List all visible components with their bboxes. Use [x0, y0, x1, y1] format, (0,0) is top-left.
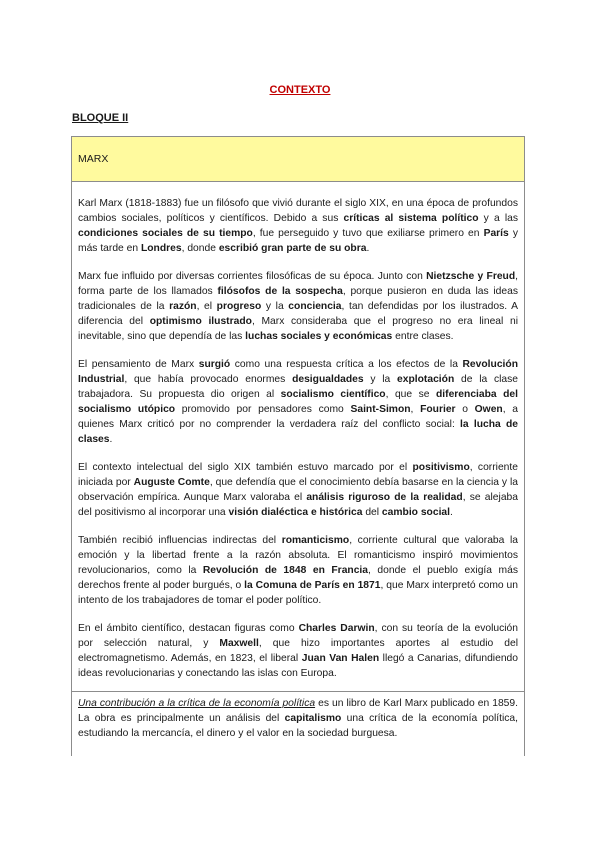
- bold-term: desigualdades: [292, 374, 364, 385]
- text-run: una crítica de la economía política, estudiando la mercancía, el dinero y el valor en la sociedad burguesa.: [78, 713, 518, 739]
- text-run: ,: [410, 404, 421, 415]
- bold-term: análisis riguroso de la realidad: [306, 492, 463, 503]
- text-run: , con su teoría de la evolución por selección natural, y: [78, 623, 518, 649]
- text-run: , que Marx interpretó como un intento de los trabajadores de tomar el poder político.: [78, 580, 518, 606]
- bold-term: Charles Darwin: [298, 623, 375, 634]
- bold-term: progreso: [216, 301, 262, 312]
- bold-term: conciencia: [288, 301, 342, 312]
- page-title: CONTEXTO: [269, 84, 331, 96]
- text-run: y a las: [478, 213, 518, 224]
- table-tail-cell: [72, 692, 524, 756]
- bold-term: diferenciaba del socialismo utópico: [78, 389, 519, 415]
- bold-term: la lucha de clases: [78, 419, 518, 445]
- table-header-cell: [72, 137, 524, 182]
- text-run: Marx fue influido por diversas corrientes filosóficas de su época. Junto con: [78, 271, 427, 282]
- paragraph: [78, 460, 518, 520]
- bold-term: París: [483, 228, 509, 239]
- context-table: [71, 136, 525, 756]
- text-run: llegó a Canarias, difundiendo ideas revolucionarias y conectando las islas con Europa.: [78, 653, 518, 679]
- table-header-label: MARX: [78, 153, 109, 165]
- bold-term: Auguste Comte: [133, 477, 210, 488]
- bold-term: Londres: [140, 243, 182, 254]
- bold-term: cambio social: [381, 507, 451, 518]
- text-run: promovido por pensadores como: [175, 404, 351, 415]
- bold-term: romanticismo: [281, 535, 350, 546]
- text-run: , que se: [385, 389, 436, 400]
- bold-term: razón: [169, 301, 197, 312]
- text-run: El contexto intelectual del siglo XIX también estuvo marcado por el: [78, 462, 413, 473]
- bold-term: explotación: [397, 374, 455, 385]
- bold-term: visión dialéctica e histórica: [228, 507, 363, 518]
- text-run: es un libro de Karl Marx publicado en 1859. La obra es principalmente un análisis del: [78, 698, 518, 724]
- text-run: entre clases.: [392, 331, 454, 342]
- text-run: , forma parte de los llamados: [78, 271, 519, 297]
- text-run: , a quienes Marx criticó por no comprender la verdadera raíz del conflicto social:: [78, 404, 518, 430]
- bold-term: Juan Van Halen: [301, 653, 380, 664]
- text-run: , tan defendidas por los ilustrados. A diferencia del: [78, 301, 519, 327]
- text-run: .: [109, 434, 113, 445]
- bold-term: surgió: [198, 359, 231, 370]
- bold-term: Owen: [474, 404, 503, 415]
- text-run: , corriente iniciada por: [78, 462, 518, 488]
- text-run: , se alejaba del positivismo al incorporar una: [78, 492, 519, 518]
- text-run: , donde el pueblo exigía más derechos frente al poder burgués, o: [78, 565, 518, 591]
- block-label: BLOQUE II: [72, 112, 129, 124]
- text-run: , el: [196, 301, 217, 312]
- text-run: , porque pusieron en duda las ideas tradicionales de la: [78, 286, 519, 312]
- text-run: , donde: [181, 243, 219, 254]
- text-run: como una respuesta crítica a los efectos de la: [230, 359, 463, 370]
- text-run: , corriente cultural que valoraba la emoción y la libertad frente a la razón absoluta. El romanticismo inspiró movimientos revolucionarios, como la: [78, 535, 518, 576]
- book-title: Una contribución a la crítica de la economía política: [78, 698, 316, 709]
- bold-term: Revolución Industrial: [78, 359, 518, 385]
- bold-term: Saint-Simon: [350, 404, 411, 415]
- bold-term: Revolución de 1848 en Francia: [202, 565, 369, 576]
- table-content-cell: [72, 182, 524, 692]
- bold-term: positivismo: [412, 462, 470, 473]
- text-run: .: [366, 243, 370, 254]
- text-run: También recibió influencias indirectas del: [78, 535, 282, 546]
- text-run: o: [455, 404, 475, 415]
- text-run: En el ámbito científico, destacan figuras como: [78, 623, 299, 634]
- paragraph: [78, 357, 518, 447]
- text-run: y más tarde en: [78, 228, 519, 254]
- bold-term: Maxwell: [219, 638, 259, 649]
- bold-term: capitalismo: [284, 713, 342, 724]
- text-run: Karl Marx (1818-1883) fue un filósofo que vivió durante el siglo XIX, en una época de profundos cambios sociales, políticos y científicos. Debido a sus: [78, 198, 518, 224]
- bold-term: escribió gran parte de su obra: [218, 243, 367, 254]
- text-run: , que defendía que el conocimiento debía basarse en la ciencia y la observación empírica. Aunque Marx valoraba el: [78, 477, 518, 503]
- paragraph: [78, 696, 518, 741]
- text-run: , fue perseguido y tuvo que exiliarse primero en: [252, 228, 484, 239]
- bold-term: la Comuna de París en 1871: [244, 580, 381, 591]
- bold-term: Nietzsche y Freud: [426, 271, 516, 282]
- text-run: y la: [261, 301, 289, 312]
- text-run: y la: [363, 374, 398, 385]
- bold-term: críticas al sistema político: [343, 213, 479, 224]
- text-run: , Marx consideraba que el progreso no era lineal ni inevitable, sino que dependía de las: [78, 316, 518, 342]
- bold-term: Fourier: [420, 404, 456, 415]
- bold-term: condiciones sociales de su tiempo: [78, 228, 253, 239]
- paragraph: [78, 533, 518, 608]
- text-run: , que había provocado enormes: [124, 374, 293, 385]
- text-run: .: [450, 507, 453, 518]
- bold-term: socialismo científico: [280, 389, 386, 400]
- paragraph: [78, 269, 518, 344]
- paragraph: [78, 196, 518, 256]
- text-run: El pensamiento de Marx: [78, 359, 199, 370]
- text-run: del: [362, 507, 382, 518]
- bold-term: filósofos de la sospecha: [217, 286, 343, 297]
- bold-term: luchas sociales y económicas: [245, 331, 393, 342]
- paragraph: [78, 621, 518, 681]
- bold-term: optimismo ilustrado: [149, 316, 252, 327]
- text-run: de la clase trabajadora. Su propuesta dio origen al: [78, 374, 518, 400]
- text-run: , que hizo importantes aportes al estudio del electromagnetismo. Además, en 1823, el liberal: [78, 638, 519, 664]
